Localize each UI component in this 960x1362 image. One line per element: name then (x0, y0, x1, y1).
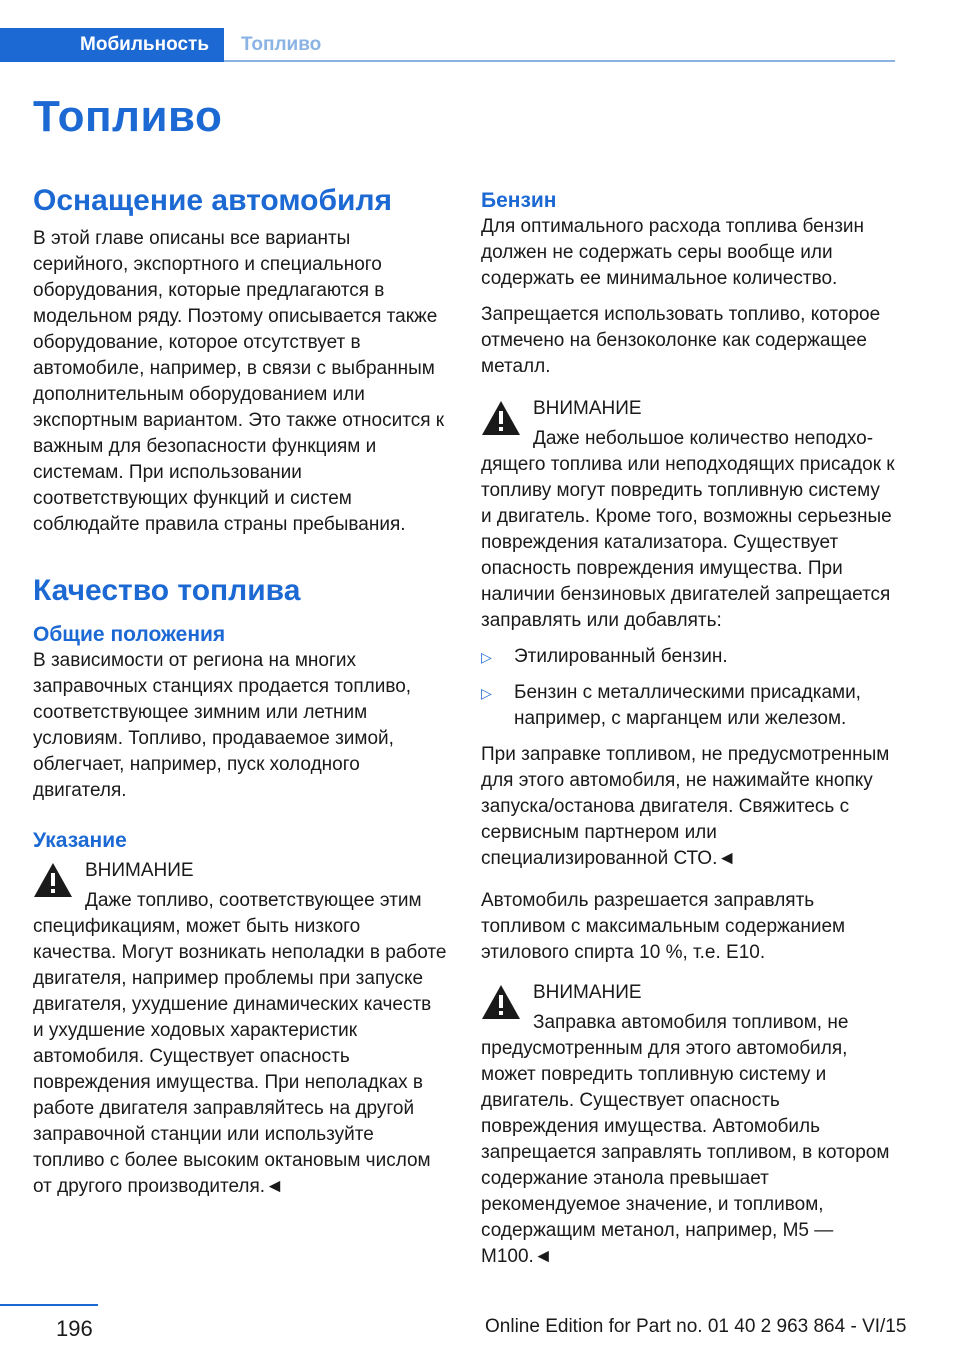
petrol-text-3: При заправке топливом, не предусмотренным для этого автомобиля, не нажимайте кнопку запуска/останова двигателя. Свяжитесь с сервисным партнером или специализированной СТО.◄ (481, 744, 890, 869)
header-divider (224, 60, 895, 62)
petrol-text-1: Для оптимального расхода топлива бензин должен не содержать серы вообще или содержать ее минимальное количество. (481, 216, 865, 289)
forbidden-list (481, 644, 895, 732)
warning-triangle-icon (481, 400, 521, 436)
section-equipment-text: В этой главе описаны все варианты серийного, экспортного и специального оборудования, которые предлагаются в модельном ряду. Поэтому описывается также оборудование, которое отсутствует в автомобиле, например, в связи с выбранным дополнительным оборудованием или экспортным вариантом. Это также относится к важным для безопасности функциям и системам. При использовании соответствующих функций и систем соблюдайте правила страны пребывания. (33, 228, 445, 535)
left-column (33, 182, 447, 1200)
warning-1-text: спецификациям, может быть низкого качества. Могут возникать неполадки в работе двигателя, например проблемы при запуске двигателя, ухудшение динамических качеств и ухудшение ходовых характеристик автомобиля. Существует опасность повреждения имущества. При неполадках в работе двигателя заправляйтесь на другой заправочной станции или используйте топливо с более высоким октановым числом от другого производителя.◄ (33, 916, 447, 1197)
warning-block-3 (481, 980, 895, 1270)
general-text: В зависимости от региона на многих заправочных станциях продается топливо, соответствующее зимним или летним условиям. Топливо, продаваемое зимой, облегчает, например, пуск холодного двигателя. (33, 650, 412, 801)
section-equipment-title: Оснащение автомобиля (33, 184, 393, 217)
warning-3-first-line: Заправка автомобиля топливом, не (533, 1012, 849, 1033)
warning-2-heading: ВНИМАНИЕ (533, 398, 642, 419)
warning-block-2 (481, 396, 895, 634)
page-title: Топливо (33, 92, 223, 141)
breadcrumb-fuel[interactable]: Топливо (241, 34, 322, 55)
petrol-text-4: Автомобиль разрешается заправлять топливом с максимальным содержанием этилового спирта 10 %, т.е. E10. (481, 890, 846, 963)
petrol-text-2: Запрещается использовать топливо, которое отмечено на бензоколонке как содержащее металл. (481, 304, 881, 377)
breadcrumb-mobility[interactable]: Мобильность (0, 28, 224, 62)
warning-triangle-icon (33, 862, 73, 898)
section-fuel-quality-title: Качество топлива (33, 574, 301, 607)
general-title: Общие положения (33, 623, 226, 646)
warning-1-heading: ВНИМАНИЕ (85, 860, 194, 881)
warning-3-heading: ВНИМАНИЕ (533, 982, 642, 1003)
footer-divider (0, 1304, 98, 1306)
header-bar (0, 28, 895, 62)
warning-1-first-line: Даже топливо, соответствующее этим (85, 890, 422, 911)
warning-triangle-icon (481, 984, 521, 1020)
list-item-text: Бензин с металлическими присадками, например, с марганцем или железом. (514, 682, 861, 729)
warning-block-1 (33, 858, 447, 1200)
list-item (481, 644, 895, 670)
triangle-bullet-icon: ▷ (481, 649, 492, 665)
warning-3-text: предусмотренным для этого автомобиля, может повредить топливную систему и двигатель. Существует опасность повреждения имущества. Автомобиль запрещается заправлять топливом, в котором содержание этанола превышает рекомендуемое значение, и топливом, содержащим метанол, например, M5 — M100.◄ (481, 1038, 890, 1267)
note-title: Указание (33, 829, 127, 852)
list-item (481, 680, 895, 732)
page-number: 196 (56, 1316, 93, 1341)
triangle-bullet-icon: ▷ (481, 685, 492, 701)
right-column (481, 182, 895, 1270)
warning-2-first-line: Даже небольшое количество неподхо- (533, 428, 874, 449)
warning-2-text: дящего топлива или неподходящих присадок к топливу могут повредить топливную систему и двигатель. Кроме того, возможны серьезные повреждения катализатора. Существует опасность повреждения имущества. При наличии бензиновых двигателей запрещается заправлять или добавлять: (481, 454, 895, 631)
edition-note: Online Edition for Part no. 01 40 2 963 864 - VI/15 (485, 1316, 907, 1337)
list-item-text: Этилированный бензин. (514, 646, 728, 667)
petrol-title: Бензин (481, 189, 557, 212)
